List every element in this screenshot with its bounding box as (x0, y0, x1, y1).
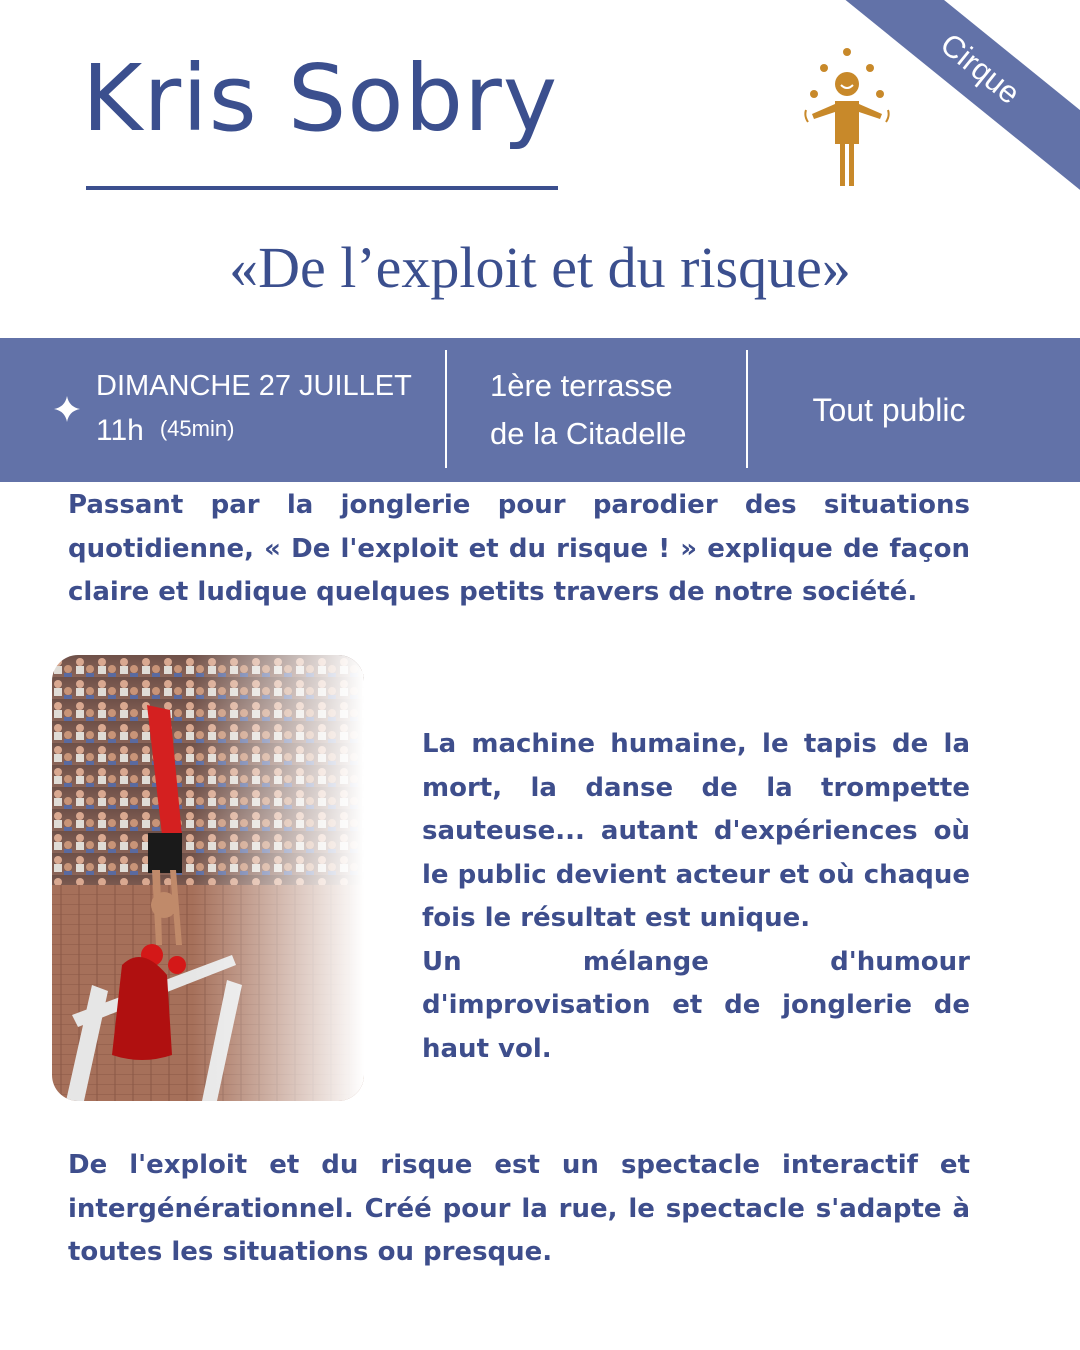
performer-photo (52, 655, 364, 1101)
handstand-performer-image (52, 655, 364, 1101)
intro-paragraph: Passant par la jonglerie pour parodier des situations quotidienne, « De l'exploit et du risque ! » explique de façon claire et ludique quelques petits travers de notre société. (68, 490, 970, 607)
show-title: «De l’exploit et du risque» (229, 235, 851, 300)
body-paragraph (422, 723, 970, 1071)
location-line-1: 1ère terrasse (490, 368, 673, 403)
category-label: Cirque (933, 26, 1027, 111)
event-time: 11h (96, 414, 144, 447)
location-line-2: de la Citadelle (490, 416, 687, 451)
event-date: DIMANCHE 27 JUILLET (96, 370, 412, 402)
closing-paragraph: De l'exploit et du risque est un spectacle interactif et intergénérationnel. Créé pour la rue, le spectacle s'adapte à toutes les situations ou presque. (68, 1150, 970, 1267)
event-duration: (45min) (159, 416, 235, 441)
artist-name: Kris Sobry (82, 45, 559, 152)
title-underline (86, 186, 558, 190)
audience-label: Tout public (812, 392, 966, 428)
sparkle-icon (54, 396, 80, 422)
juggler-icon (802, 44, 892, 192)
event-time-row (96, 414, 234, 448)
body-paragraph-text: Un mélange d'humour d'improvisation et de jonglerie de haut vol. (422, 946, 970, 1064)
body-paragraph-text: La machine humaine, le tapis de la mort, la danse de la trompette sauteuse... autant d'expériences où le public devient acteur et où chaque fois le résultat est unique. (422, 729, 970, 933)
band-divider (445, 350, 447, 468)
